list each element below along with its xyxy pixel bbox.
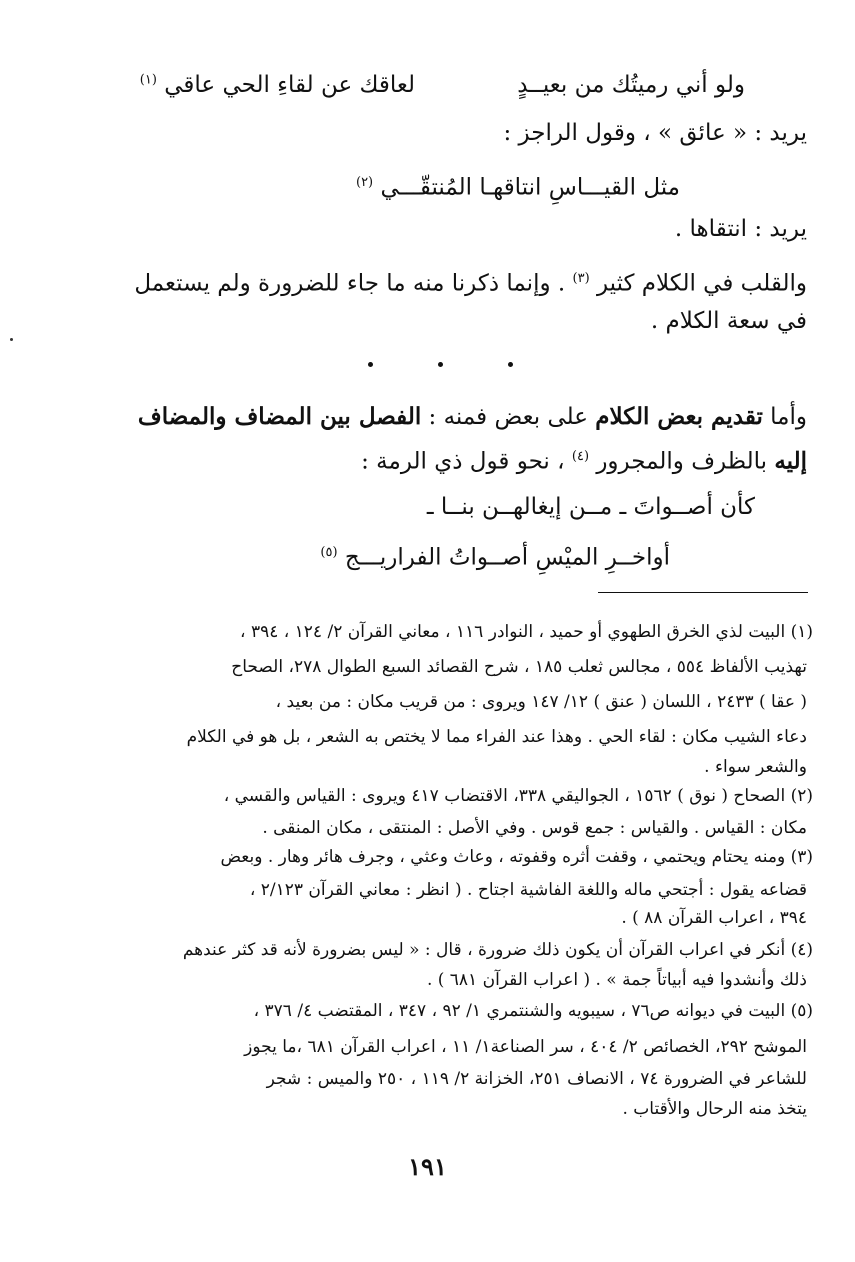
footnote-text: (١) البيت لذي الخرق الطهوي أو حميد ، النوادر ١١٦ ، معاني القرآن ٢/ ١٢٤ ، ٣٩٤ ، — [240, 622, 813, 642]
footnote-1-line — [704, 756, 807, 778]
footnote-ref-5: (٥) — [320, 545, 338, 560]
footnote-text: ذلك وأنشدوا فيه أبياتاً جمة » . ( اعراب القرآن ٦٨١ ) . — [426, 970, 807, 990]
footnote-5-line — [244, 1036, 807, 1058]
footnote-separator-rule — [598, 592, 808, 593]
footnote-text: (٤) أنكر في اعراب القرآن أن يكون ذلك ضرورة ، قال : « ليس بضرورة لأنه قد كثر عندهم — [182, 940, 813, 960]
footnote-1-line — [231, 656, 807, 678]
para2-line — [675, 214, 807, 244]
margin-dot — [10, 338, 13, 341]
footnote-ref-4: (٤) — [571, 449, 590, 464]
para4-line1 — [138, 402, 807, 432]
footnote-text: ( عقا ) ٢٤٣٣ ، اللسان ( عنق ) ١٢/ ١٤٧ ويروى : من قريب مكان : من بعيد ، — [275, 692, 807, 712]
footnote-text: (٣) ومنه يحتام ويحتمي ، وقفت أثره وقفوته ، وعاث وعثي ، وجرف هائر وهار . وبعض — [220, 847, 813, 867]
footnote-5-line — [254, 1000, 813, 1022]
footnote-3-line — [220, 846, 813, 868]
footnote-4-line — [183, 939, 813, 961]
footnote-text: الموشح ٢٩٢، الخصائص ٢/ ٤٠٤ ، سر الصناعة١/ ١١ ، اعراب القرآن ٦٨١ ،ما يجوز — [244, 1037, 807, 1057]
footnote-ref-3: (٣) — [572, 271, 590, 286]
verse1-right-hemistich — [517, 72, 745, 98]
footnote-text: مكان : القياس . والقياس : جمع قوس . وفي الأصل : المنتقى ، مكان المنقى . — [262, 818, 807, 838]
section-separator — [368, 356, 528, 376]
para3-text-b: . وإنما ذكرنا منه ما جاء للضرورة ولم يستعمل — [134, 270, 566, 297]
para3-line2 — [651, 306, 807, 336]
verse1-right-text: ولو أني رميتُك من بعيــدٍ — [517, 72, 745, 98]
para4-text-d: ، نحو قول ذي الرمة : — [361, 448, 565, 475]
footnote-5-line — [622, 1098, 807, 1120]
footnote-3-line — [621, 907, 807, 929]
footnote-2-line — [262, 817, 807, 839]
footnote-3-line — [250, 879, 807, 901]
footnote-text: دعاء الشيب مكان : لقاء الحي . وهذا عند الفراء مما لا يختص به الشعر ، بل هو في الكلام — [186, 727, 807, 747]
para4-bold-term-3: إليه — [774, 447, 807, 475]
para1-line — [503, 118, 807, 148]
footnote-text: قضاعه يقول : أجتحي ماله واللغة الفاشية اجتاح . ( انظر : معاني القرآن ٢/١٢٣ ، — [249, 880, 807, 900]
para4-text-a: وأما — [770, 404, 807, 430]
footnote-1-line — [276, 691, 807, 713]
para4-line2 — [361, 442, 807, 477]
para4-bold-term-1: تقديم بعض الكلام — [595, 403, 763, 430]
footnote-text: للشاعر في الضرورة ٧٤ ، الانصاف ٢٥١، الخزانة ٢/ ١١٩ ، ٢٥٠ والميس : شجر — [266, 1069, 807, 1089]
para4-text-c: بالظرف والمجرور — [596, 448, 768, 475]
separator-dot — [438, 362, 443, 367]
footnote-ref-1: (١) — [139, 72, 157, 88]
verse3-line1 — [427, 492, 755, 522]
verse3-text-1: كأن أصــواتَ ـ مــن إيغالهــن بنــا ـ — [426, 494, 755, 520]
para2-text: يريد : انتقاها . — [674, 216, 807, 242]
footnote-2-line — [224, 785, 813, 807]
footnote-1-line — [187, 726, 807, 748]
para4-text-b: على بعض فمنه : — [428, 404, 588, 430]
verse3-line2 — [320, 538, 670, 573]
para3-text-c: في سعة الكلام . — [650, 308, 807, 334]
verse3-text-2: أواخــرِ الميْسِ أصــواتُ الفراريـــج — [344, 544, 670, 571]
page-number: ١٩١ — [408, 1152, 447, 1181]
footnote-4-line — [427, 969, 807, 991]
footnote-ref-2: (٢) — [355, 175, 374, 190]
separator-dot — [368, 362, 373, 367]
separator-dot — [508, 362, 513, 367]
footnote-1-line — [240, 621, 813, 643]
footnote-text: والشعر سواء . — [704, 757, 807, 777]
footnote-text: (٥) البيت في ديوانه ص٧٦ ، سيبويه والشنتمري ١/ ٩٢ ، ٣٤٧ ، المقتضب ٤/ ٣٧٦ ، — [253, 1001, 813, 1021]
verse2-text: مثل القيـــاسِ انتاقهـا المُنتقّـــي — [380, 174, 680, 201]
footnote-text: (٢) الصحاح ( نوق ) ١٥٦٢ ، الجواليقي ٣٣٨، الاقتضاب ٤١٧ ويروى : القياس والقسي ، — [223, 786, 813, 806]
footnote-text: ٣٩٤ ، اعراب القرآن ٨٨ ) . — [621, 908, 807, 928]
para1-text: يريد : « عائق » ، وقول الراجز : — [503, 120, 807, 146]
para3-line1 — [134, 264, 807, 299]
para4-bold-term-2: الفصل بين المضاف والمضاف — [137, 403, 422, 430]
footnote-text: تهذيب الألفاظ ٥٥٤ ، مجالس ثعلب ١٨٥ ، شرح القصائد السبع الطوال ٢٧٨، الصحاح — [231, 657, 807, 677]
verse1-left-text: لعاقك عن لقاءِ الحي عاقي — [164, 72, 415, 98]
verse2-line — [356, 168, 680, 203]
footnote-text: يتخذ منه الرحال والأقتاب . — [622, 1099, 807, 1119]
verse1-left-hemistich — [140, 72, 415, 98]
footnote-5-line — [267, 1068, 807, 1090]
para3-text-a: والقلب في الكلام كثير — [596, 270, 807, 297]
